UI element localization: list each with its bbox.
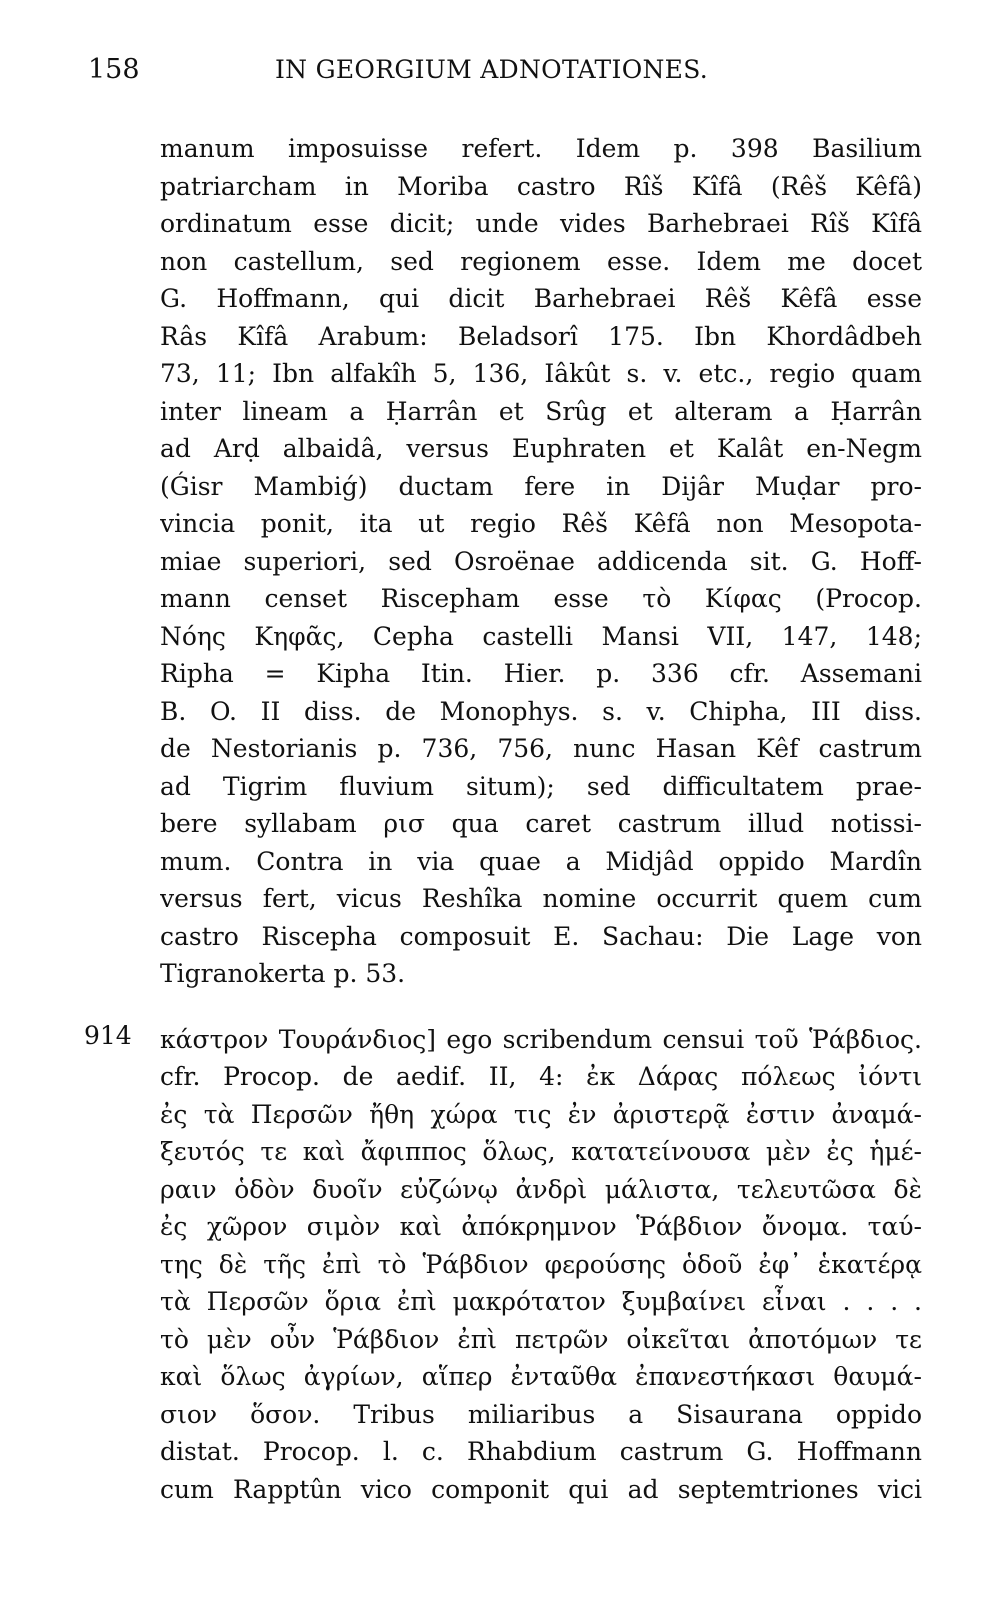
note-913-continuation (160, 130, 922, 993)
text-line: versus fert, vicus Reshîka nomine occurrit quem cum (160, 884, 922, 913)
text-line: miae superiori, sed Osroënae addicenda sit. G. Hoff- (160, 546, 922, 576)
text-line: ad Arḍ albaidâ, versus Euphraten et Kalât en-Negm (160, 434, 922, 463)
text-line: τὰ Περσῶν ὅρια ἐπὶ μακρότατον ξυμβαίνει εἶναι . . . . (160, 1287, 922, 1316)
text-line: Râs Kîfâ Arabum: Beladsorî 175. Ibn Khordâdbeh (160, 321, 922, 351)
text-line: τὸ μὲν οὖν Ῥάβδιον ἐπὶ πετρῶν οἰκεῖται ἀποτόμων τε (160, 1324, 922, 1354)
text-line: bere syllabam ρισ qua caret castrum illud notissi- (160, 809, 922, 838)
text-line: ordinatum esse dicit; unde vides Barhebraei Rîš Kîfâ (160, 209, 922, 238)
text-line: ad Tigrim fluvium situm); sed difficultatem prae- (160, 771, 922, 801)
text-line: mum. Contra in via quae a Midjâd oppido Mardîn (160, 846, 922, 876)
text-line: cfr. Procop. de aedif. II, 4: ἐκ Δάρας πόλεως ἰόντι (160, 1062, 922, 1091)
text-line: Tigranokerta p. 53. (160, 959, 406, 988)
text-line: καὶ ὅλως ἀγρίων, αἵπερ ἐνταῦθα ἐπανεστήκασι θαυμά- (160, 1362, 922, 1391)
text-line: Νόης Κηφᾶς, Cepha castelli Mansi VII, 147, 148; (160, 621, 922, 651)
text-line: manum imposuisse refert. Idem p. 398 Basilium (160, 134, 922, 163)
text-line: της δὲ τῆς ἐπὶ τὸ Ῥάβδιον φερούσης ὁδοῦ ἐφ᾽ ἑκατέρᾳ (160, 1249, 922, 1279)
page-body (84, 130, 922, 1508)
text-line: ἐς χῶρον σιμὸν καὶ ἀπόκρημνον Ῥάβδιον ὄνομα. ταύ- (160, 1212, 922, 1241)
text-line: 73, 11; Ibn alfakîh 5, 136, Iâkût s. v. etc., regio quam (160, 359, 922, 388)
note-914 (84, 1020, 922, 1509)
running-head: IN GEORGIUM ADNOTATIONES. (275, 55, 709, 84)
text-line: mann censet Riscepham esse τὸ Κίφας (Procop. (160, 584, 922, 613)
text-line: vincia ponit, ita ut regio Rêš Kêfâ non Mesopota- (160, 509, 922, 538)
paragraph-gap (160, 993, 922, 1021)
text-line: castro Riscepha composuit E. Sachau: Die Lage von (160, 921, 922, 951)
text-line: ἐς τὰ Περσῶν ἤθη χώρα τις ἐν ἀριστερᾷ ἐστιν ἀναμά- (160, 1099, 922, 1129)
text-line: (Ǵisr Mambiǵ) ductam fere in Dijâr Muḍar pro- (160, 471, 922, 501)
text-line: distat. Procop. l. c. Rhabdium castrum G. Hoffmann (160, 1437, 922, 1466)
text-line: patriarcham in Moriba castro Rîš Kîfâ (Rêš Kêfâ) (160, 171, 922, 201)
text-line: ξευτός τε καὶ ἄφιππος ὅλως, κατατείνουσα μὲν ἐς ἡμέ- (160, 1137, 922, 1166)
text-line: inter lineam a Ḥarrân et Srûg et alteram a Ḥarrân (160, 396, 922, 426)
page-number: 158 (88, 54, 140, 85)
text-line: non castellum, sed regionem esse. Idem me docet (160, 246, 922, 276)
text-line: G. Hoffmann, qui dicit Barhebraei Rêš Kêfâ esse (160, 284, 922, 313)
text-line: B. O. II diss. de Monophys. s. v. Chipha, III diss. (160, 696, 922, 726)
text-line: Ripha = Kipha Itin. Hier. p. 336 cfr. Assemani (160, 659, 922, 688)
text-line: cum Rapptûn vico componit qui ad septemtriones vici (160, 1474, 922, 1504)
text-line: κάστρον Τουράνδιος] ego scribendum censui τοῦ Ῥάβδιος. (160, 1024, 922, 1054)
text-line: de Nestorianis p. 736, 756, nunc Hasan Kêf castrum (160, 734, 922, 763)
page-header (88, 50, 918, 90)
text-line: ραιν ὁδὸν δυοῖν εὐζώνῳ ἀνδρὶ μάλιστα, τελευτῶσα δὲ (160, 1174, 922, 1204)
text-line: σιον ὅσον. Tribus miliaribus a Sisaurana oppido (160, 1399, 922, 1429)
note-line-number: 914 (84, 1020, 132, 1050)
